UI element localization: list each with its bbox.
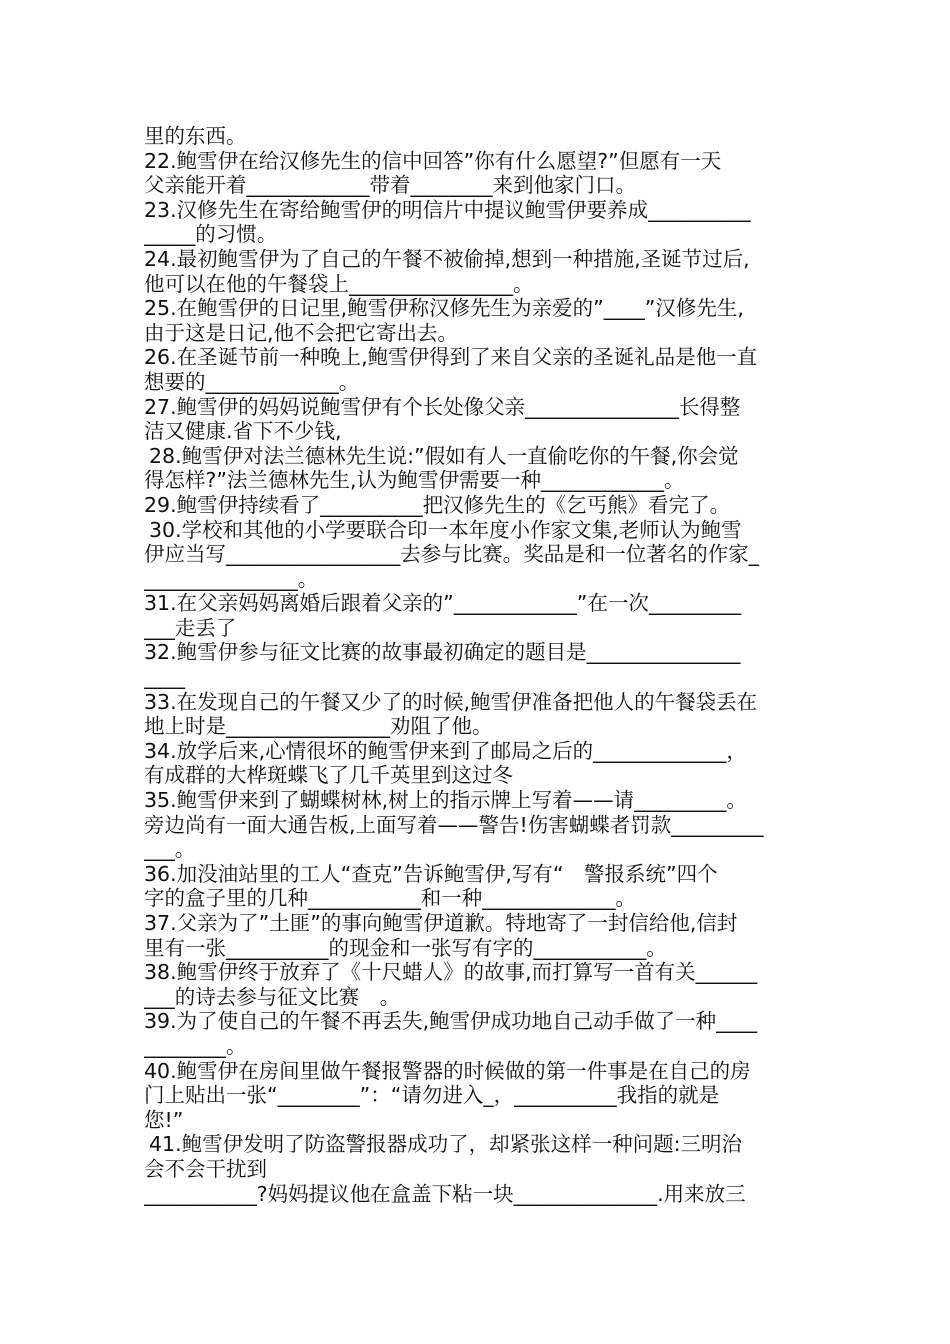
question-39: 39.为了使自己的午餐不再丢失,鲍雪伊成功地自己动手做了一种____: [144, 1009, 758, 1034]
question-30: 30.学校和其他的小学要联合印一本年度小作家文集,老师认为鲍雪: [149, 517, 742, 542]
question-37: 37.父亲为了”土匪”的事向鲍雪伊道歉。特地寄了一封信给他,信封: [144, 911, 738, 935]
text-line: 有成群的大桦斑蝶飞了几千英里到这过冬: [144, 763, 513, 788]
text-line: 父亲能开着____________带着________来到他家门口。: [144, 173, 636, 198]
question-26: 26.在圣诞节前一种晚上,鲍雪伊得到了来自父亲的圣诞礼品是他一直: [144, 345, 758, 370]
text-line: 伊应当写_________________去参与比赛。奖品是和一位著名的作家_: [144, 542, 759, 567]
text-line: 里的东西。: [144, 124, 247, 148]
question-34: 34.放学后来,心情很坏的鲍雪伊来到了邮局之后的_____________，: [144, 738, 747, 763]
text-line: 由于这是日记,他不会把它寄出去。: [144, 320, 459, 345]
text-line: ___。: [144, 837, 196, 862]
text-line: 洁又健康.省下不少钱,: [144, 419, 342, 444]
document-page: [144, 124, 810, 1206]
text-line: 他可以在他的午餐袋上________________。: [144, 271, 534, 296]
text-line: 地上时是________________劝阻了他。: [144, 714, 493, 739]
question-31: 31.在父亲妈妈离婚后跟着父亲的”____________”在一次_________: [144, 591, 742, 616]
question-27: 27.鲍雪伊的妈妈说鲍雪伊有个长处像父亲_______________长得整: [144, 394, 741, 419]
question-40: 40.鲍雪伊在房间里做午餐报警器的时候做的第一件事是在自己的房: [144, 1058, 751, 1083]
text-line: 字的盒子里的几种___________和一种_____________。: [144, 886, 636, 911]
text-line: ____: [144, 665, 185, 690]
text-line: _______________。: [144, 566, 319, 591]
question-22: 22.鲍雪伊在给汉修先生的信中回答”你有什么愿望?”但愿有一天: [144, 148, 722, 173]
text-line: ________。: [144, 1033, 247, 1058]
text-line: 想要的_____________。: [144, 369, 360, 394]
question-32: 32.鲍雪伊参与征文比赛的故事最初确定的题目是_______________: [144, 640, 741, 665]
text-line: 门上贴出一张“________”：“请勿进入_，__________我指的就是: [144, 1083, 720, 1108]
text-line: ___的诗去参与征文比赛 。: [144, 984, 401, 1009]
question-28: 28.鲍雪伊对法兰德林先生说:”假如有人一直偷吃你的午餐,你会觉: [149, 443, 739, 468]
text-line: 您!”: [144, 1107, 184, 1132]
text-line: ___________?妈妈提议他在盒盖下粘一块______________.用来放三: [144, 1181, 746, 1206]
text-line: ___走丢了: [144, 615, 237, 640]
text-line: 里有一张__________的现金和一张写有字的___________。: [144, 935, 667, 960]
question-29: 29.鲍雪伊持续看了__________把汉修先生的《乞丐熊》看完了。: [144, 492, 731, 517]
question-35: 35.鲍雪伊来到了蝴蝶树林,树上的指示牌上写着——请_________。: [144, 788, 747, 813]
question-24: 24.最初鲍雪伊为了自己的午餐不被偷掉,想到一种措施,圣诞节过后,: [144, 246, 750, 271]
question-33: 33.在发现自己的午餐又少了的时候,鲍雪伊准备把他人的午餐袋丢在: [144, 689, 758, 714]
question-36: 36.加没油站里的工人“查克”告诉鲍雪伊,写有“ 警报系统”四个: [144, 861, 718, 886]
text-line: 会不会干扰到: [144, 1156, 267, 1181]
question-38: 38.鲍雪伊终于放弃了《十尺蜡人》的故事,而打算写一首有关______: [144, 960, 758, 985]
text-line: 旁边尚有一面大通告板,上面写着——警告!伤害蝴蝶者罚款_________: [144, 812, 764, 837]
question-23: 23.汉修先生在寄给鲍雪伊的明信片中提议鲍雪伊要养成__________: [144, 197, 751, 222]
text-line: 得怎样?”法兰德林先生,认为鲍雪伊需要一种____________。: [144, 468, 685, 493]
text-line: _____的习惯。: [144, 222, 278, 247]
question-41: 41.鲍雪伊发明了防盗警报器成功了，却紧张这样一种问题:三明治: [149, 1132, 743, 1157]
question-25: 25.在鲍雪伊的日记里,鲍雪伊称汉修先生为亲爱的”____”汉修先生,: [144, 296, 744, 321]
